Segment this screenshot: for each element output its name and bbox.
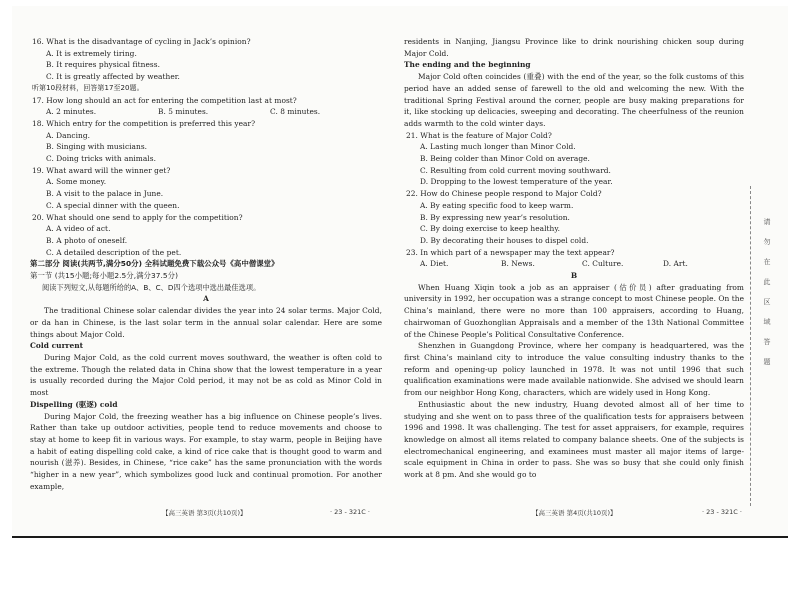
option: B. By expressing new year’s resolution. — [420, 212, 570, 222]
option: B. 5 minutes. — [158, 107, 209, 117]
section1-heading: 第一节 (共15小题;每小题2.5分,满分37.5分) — [30, 271, 178, 281]
question-21: 21. What is the feature of Major Cold? — [406, 130, 552, 140]
question-19: 19. What award will the winner get? — [32, 165, 171, 175]
option: A. A video of act. — [46, 224, 111, 234]
binding-char: 勿 — [763, 238, 771, 246]
passage-paragraph: During Major Cold, as the cold current moves southward, the weather is often cold to the extreme. Though the related data in China show that the lowest temperature in a year is usually recorded during the Major Cold period, it may not be as cold as Minor Cold in most — [30, 352, 382, 398]
binding-char: 域 — [763, 318, 771, 326]
part2-heading: 第二部分 阅读(共两节,满分50分) 全科试题免费下载公众号《高中僧课堂》 — [30, 259, 279, 269]
option: A. It is extremely tiring. — [46, 48, 137, 58]
question-20: 20. What should one send to apply for the competition? — [32, 212, 243, 222]
passage-paragraph: Enthusiastic about the new industry, Huang devoted almost all of her time to studying and she went on to pass three of the qualification tests for appraisers between 1996 and 1998. It was challenging. The test for asset appraisers, for example, requires knowledge on almost all items related to company balance sheets. One of the subjects is electromechanical engineering, and examinees must master all major items of large-scale equipment in China in order to pass. She was so busy that she could only finish work at 8 pm. And she would go to — [404, 399, 744, 480]
passage-paragraph: Shenzhen in Guangdong Province, where her company is headquartered, was the first China’s mainland city to introduce the value consulting industry thanks to the reform and opening-up policy launched in 1978. It was not until 1996 that such qualification examinations were made available nationwide. She advised we should learn from our neighbor Hong Kong, characters, which are widely used in Hong Kong. — [404, 341, 744, 398]
passage-letter-b: B — [570, 271, 578, 281]
binding-line — [750, 186, 752, 506]
passage-paragraph: Major Cold often coincides (重叠) with the end of the year, so the folk customs of this period have an added sense of farewell to the old and welcoming the new. With the traditional Spring Festival around the corner, people are busy making preparations for it, like stocking up delicacies, sweeping and decorating. The cheerfulness of the reunion adds warmth to the cold winter days. — [404, 72, 744, 128]
option: D. Dropping to the lowest temperature of the year. — [420, 177, 613, 187]
passage-paragraph: During Major Cold, the freezing weather has a big influence on Chinese people’s lives. Rather than take up outdoor activities, people tend to reduce movements and choose to stay at home to keep fit in various ways. For example, to stay warm, people in Beijing have a habit of eating dispelling cold cake, a kind of rice cake that is thought good to warm and nourish (滋养). Besides, in Chinese, “rice cake” has the same pronunciation with the words “higher in a new year”, which symbolizes good luck and continual promotion. For another example, — [30, 411, 382, 491]
option: D. By decorating their houses to dispel cold. — [420, 235, 589, 245]
question-18: 18. Which entry for the competition is preferred this year? — [32, 118, 256, 128]
subheading-ending-beginning: The ending and the beginning — [404, 60, 531, 70]
passage-letter-a: A — [203, 294, 209, 304]
question-17: 17. How long should an act for entering the competition last at most? — [32, 95, 297, 105]
option: B. Singing with musicians. — [46, 142, 148, 152]
exam-page-scan — [12, 6, 788, 538]
page-footer-right: 【高三英语 第4页(共10页)】 — [532, 509, 617, 517]
binding-char: 此 — [763, 278, 771, 286]
question-22: 22. How do Chinese people respond to Major Cold? — [406, 189, 602, 199]
right-column — [404, 36, 744, 481]
option: C. 8 minutes. — [270, 107, 321, 117]
option: B. News. — [501, 259, 535, 269]
option: C. By doing exercise to keep healthy. — [420, 224, 560, 234]
passage-paragraph: The traditional Chinese solar calendar divides the year into 24 solar terms. Major Cold, or da han in Chinese, is the last solar term in the annual solar calendar. Here are some things about Major Cold. — [30, 306, 382, 339]
option: D. Art. — [663, 259, 688, 269]
option: C. Culture. — [582, 259, 624, 269]
reading-instruction: 阅读下列短文,从每题所给的A、B、C、D四个选项中选出最佳选项。 — [42, 282, 261, 292]
option-row — [30, 106, 382, 118]
binding-char: 题 — [763, 358, 771, 366]
option: C. A special dinner with the queen. — [46, 200, 180, 210]
option: B. It requires physical fitness. — [46, 60, 160, 70]
option: A. Lasting much longer than Minor Cold. — [420, 142, 576, 152]
option-row — [404, 258, 744, 270]
binding-char: 在 — [763, 258, 771, 266]
listening-intro: 听第10段材料，回答第17至20题。 — [32, 83, 144, 92]
binding-char: 请 — [763, 218, 771, 226]
option: A. By eating specific food to keep warm. — [420, 200, 574, 210]
passage-paragraph: When Huang Xiqin took a job as an appraiser (估价员) after graduating from university in 1992, her occupation was a strange concept to most Chinese people. On the China’s mainland, there were no more than 100 appraisers, according to Huang, chairwoman of Guozhonglian Appraisals and a member of the 13th National Committee of the Chinese People’s Political Consultative Conference. — [404, 282, 744, 339]
passage-paragraph: residents in Nanjing, Jiangsu Province like to drink nourishing chicken soup during Major Cold. — [404, 37, 744, 58]
option: A. Some money. — [46, 177, 107, 187]
option: B. A photo of oneself. — [46, 235, 128, 245]
subheading-dispelling-cold: Dispelling (驱逐) cold — [30, 399, 118, 409]
page-code-right: · 23 - 321C · — [702, 508, 742, 516]
left-column — [30, 36, 382, 492]
option: B. Being colder than Minor Cold on average. — [420, 154, 590, 164]
question-23: 23. In which part of a newspaper may the text appear? — [406, 247, 615, 257]
option: C. It is greatly affected by weather. — [46, 72, 180, 82]
page-code-left: · 23 - 321C · — [330, 508, 370, 516]
option: A. Diet. — [420, 259, 449, 269]
option: C. Doing tricks with animals. — [46, 154, 156, 164]
option: A. 2 minutes. — [46, 107, 97, 117]
question-16: 16. What is the disadvantage of cycling in Jack’s opinion? — [32, 37, 251, 46]
binding-char: 区 — [763, 298, 771, 306]
page-footer-left: 【高三英语 第3页(共10页)】 — [162, 509, 247, 517]
option: A. Dancing. — [46, 130, 91, 140]
option: C. A detailed description of the pet. — [46, 247, 182, 257]
binding-warning — [760, 218, 774, 367]
subheading-cold-current: Cold current — [30, 341, 84, 351]
option: C. Resulting from cold current moving southward. — [420, 165, 611, 175]
binding-char: 答 — [763, 338, 771, 346]
option: B. A visit to the palace in June. — [46, 189, 164, 199]
